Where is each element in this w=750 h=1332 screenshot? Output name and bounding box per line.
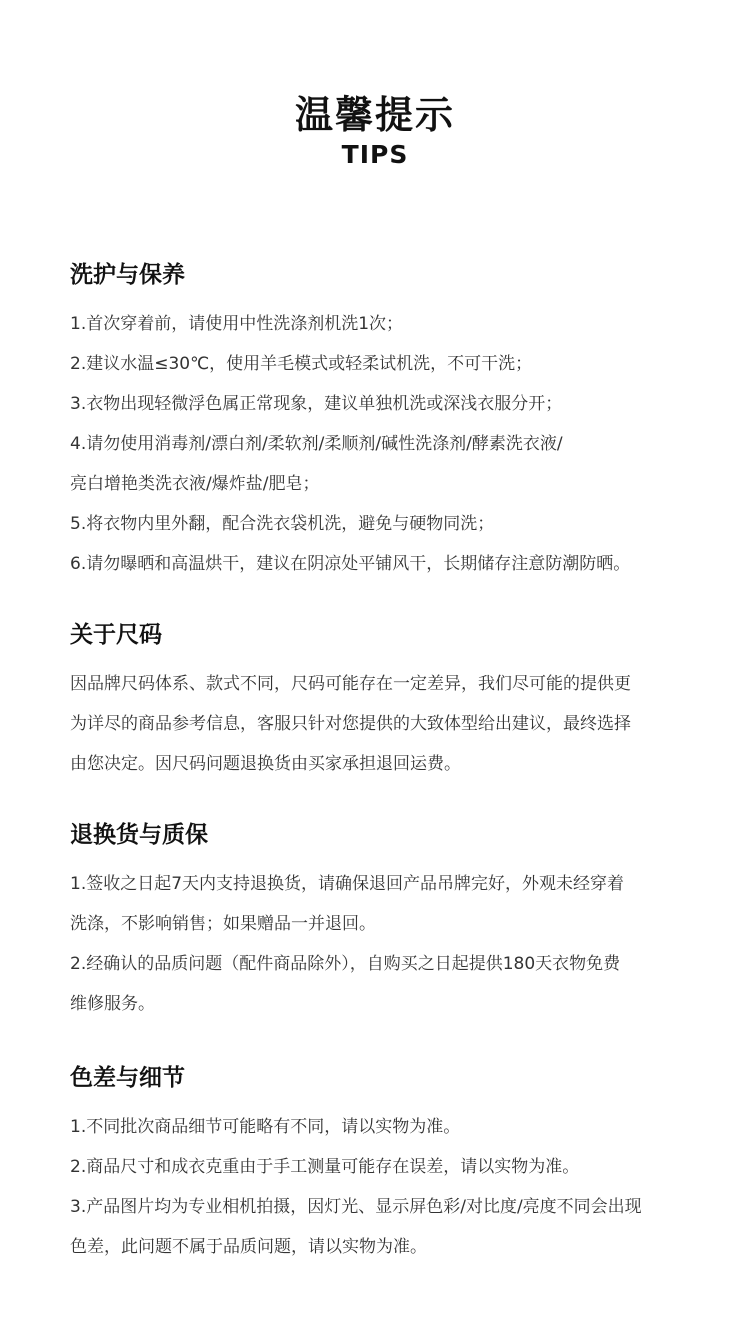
return-line: 2.经确认的品质问题（配件商品除外），自购买之日起提供180天衣物免费 — [70, 954, 621, 974]
care-line: 4.请勿使用消毒剂/漂白剂/柔软剂/柔顺剂/碱性洗涤剂/酵素洗衣液/ — [70, 434, 563, 454]
return-line: 1.签收之日起7天内支持退换货，请确保退回产品吊牌完好，外观未经穿着 — [70, 874, 625, 894]
size-line: 为详尽的商品参考信息，客服只针对您提供的大致体型给出建议，最终选择 — [70, 714, 631, 734]
care-line: 亮白增艳类洗衣液/爆炸盐/肥皂； — [70, 474, 320, 494]
color-line: 1.不同批次商品细节可能略有不同，请以实物为准。 — [70, 1117, 461, 1137]
page-header — [0, 92, 750, 170]
care-line: 6.请勿曝晒和高温烘干，建议在阴凉处平铺风干，长期储存注意防潮防晒。 — [70, 554, 631, 574]
page-title: 温馨提示 — [294, 93, 455, 137]
return-line: 维修服务。 — [70, 994, 155, 1014]
care-line: 1.首次穿着前，请使用中性洗涤剂机洗1次； — [70, 314, 404, 334]
care-line: 5.将衣物内里外翻，配合洗衣袋机洗，避免与硬物同洗； — [70, 514, 495, 534]
care-line: 3.衣物出现轻微浮色属正常现象，建议单独机洗或深浅衣服分开； — [70, 394, 563, 414]
care-line: 2.建议水温≤30℃，使用羊毛模式或轻柔试机洗，不可干洗； — [70, 354, 533, 374]
color-line: 3.产品图片均为专业相机拍摄，因灯光、显示屏色彩/对比度/亮度不同会出现 — [70, 1197, 642, 1217]
size-section — [70, 620, 710, 784]
size-line: 因品牌尺码体系、款式不同，尺码可能存在一定差异，我们尽可能的提供更 — [70, 674, 631, 694]
return-line: 洗涤，不影响销售；如果赠品一并退回。 — [70, 914, 376, 934]
return-section — [70, 820, 710, 1024]
page-subtitle: TIPS — [341, 140, 409, 169]
color-line: 2.商品尺寸和成衣克重由于手工测量可能存在误差，请以实物为准。 — [70, 1157, 580, 1177]
care-section — [70, 260, 710, 584]
care-section-title: 洗护与保养 — [70, 262, 185, 288]
color-section-title: 色差与细节 — [70, 1065, 185, 1091]
color-line: 色差，此问题不属于品质问题，请以实物为准。 — [70, 1237, 427, 1257]
size-section-title: 关于尺码 — [70, 622, 162, 648]
size-line: 由您决定。因尺码问题退换货由买家承担退回运费。 — [70, 754, 461, 774]
return-section-title: 退换货与质保 — [70, 822, 208, 848]
color-section — [70, 1063, 710, 1267]
